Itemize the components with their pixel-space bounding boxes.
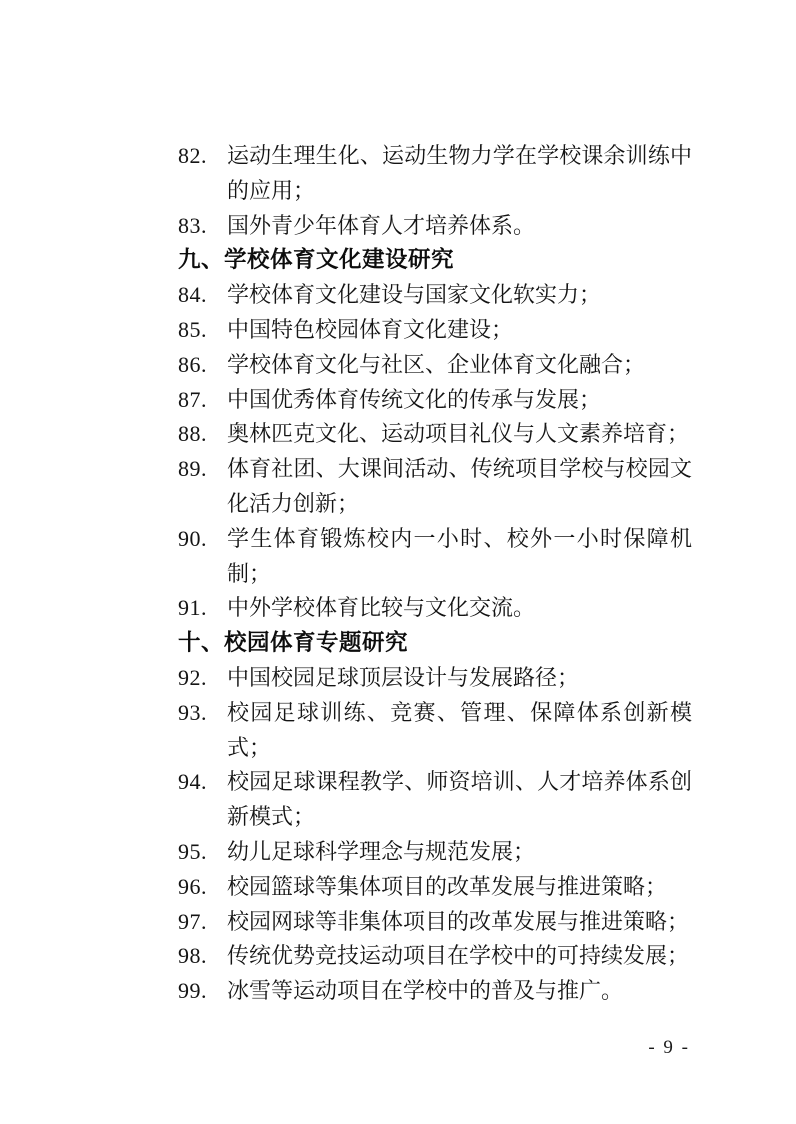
item-text: 冰雪等运动项目在学校中的普及与推广。 [227, 978, 624, 1004]
list-item [178, 696, 692, 766]
item-text: 学校体育文化建设与国家文化软实力； [227, 282, 602, 308]
list-item [178, 765, 692, 835]
item-number: 86. [178, 351, 207, 377]
list-item [178, 870, 692, 905]
item-text: 校园足球训练、竞赛、管理、保障体系创新模式； [227, 699, 692, 760]
item-text: 幼儿足球科学理念与规范发展； [227, 838, 536, 864]
list-item [178, 139, 692, 209]
item-number: 83. [178, 212, 207, 238]
item-number: 96. [178, 873, 207, 899]
item-text: 中外学校体育比较与文化交流。 [227, 595, 536, 621]
list-item [178, 905, 692, 940]
list-item [178, 974, 692, 1009]
list-item [178, 452, 692, 522]
page-number: - 9 - [648, 1037, 690, 1058]
item-number: 93. [178, 699, 207, 725]
item-number: 82. [178, 143, 207, 168]
item-number: 85. [178, 316, 207, 342]
list-item [178, 348, 692, 383]
list-item [178, 278, 692, 313]
item-number: 84. [178, 282, 207, 308]
item-number: 92. [178, 664, 207, 690]
item-text: 中国特色校园体育文化建设； [227, 316, 514, 342]
item-number: 97. [178, 908, 207, 934]
item-text: 校园足球课程教学、师资培训、人才培养体系创新模式； [227, 769, 692, 830]
item-text: 奥林匹克文化、运动项目礼仪与人文素养培育； [227, 421, 690, 447]
item-text: 校园篮球等集体项目的改革发展与推进策略； [227, 873, 668, 899]
item-number: 95. [178, 838, 207, 864]
list-item [178, 313, 692, 348]
list-item [178, 209, 692, 244]
item-text: 校园网球等非集体项目的改革发展与推进策略； [227, 908, 690, 934]
item-number: 94. [178, 769, 207, 795]
item-number: 99. [178, 978, 207, 1004]
list-item [178, 835, 692, 870]
item-text: 传统优势竞技运动项目在学校中的可持续发展； [227, 943, 690, 969]
list-item [178, 661, 692, 696]
list-item [178, 417, 692, 452]
item-text: 体育社团、大课间活动、传统项目学校与校园文化活力创新； [227, 456, 692, 516]
section-heading: 十、校园体育专题研究 [178, 630, 409, 656]
item-text: 学生体育锻炼校内一小时、校外一小时保障机制； [227, 525, 692, 586]
list-item [178, 591, 692, 626]
document-body [178, 139, 692, 1009]
item-text: 中国优秀体育传统文化的传承与发展； [227, 386, 602, 412]
item-number: 98. [178, 943, 207, 969]
item-text: 学校体育文化与社区、企业体育文化融合； [227, 351, 646, 377]
item-number: 88. [178, 421, 207, 447]
section-heading: 九、学校体育文化建设研究 [178, 247, 455, 273]
item-number: 91. [178, 595, 207, 621]
list-item [178, 939, 692, 974]
item-text: 中国校园足球顶层设计与发展路径； [227, 664, 580, 690]
item-text: 运动生理生化、运动生物力学在学校课余训练中的应用； [227, 143, 692, 203]
list-item [178, 383, 692, 418]
item-number: 89. [178, 456, 207, 482]
list-item [178, 522, 692, 592]
item-text: 国外青少年体育人才培养体系。 [227, 212, 536, 238]
item-number: 90. [178, 525, 207, 551]
item-number: 87. [178, 386, 207, 412]
